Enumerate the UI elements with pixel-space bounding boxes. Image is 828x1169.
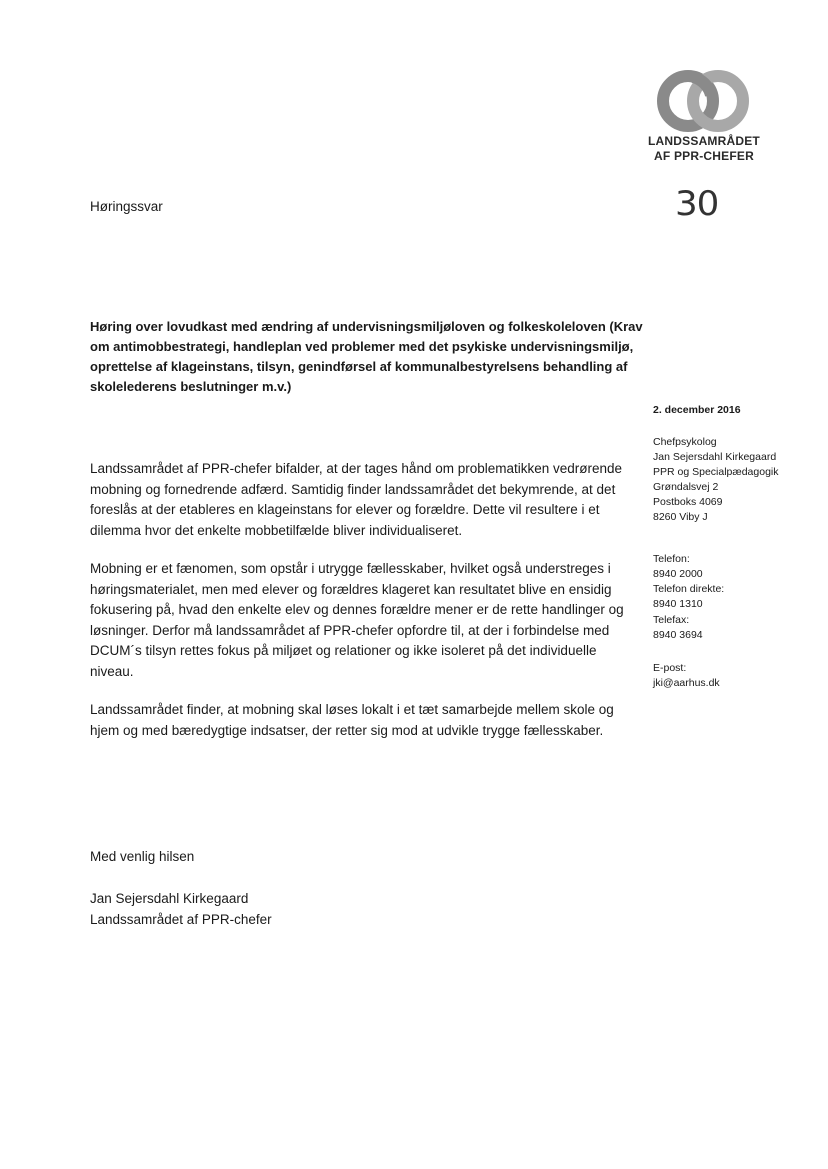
paragraph-line: hjem og med bæredygtige indsatser, der retter sig mod at udvikle trygge fællesskaber. xyxy=(90,722,604,738)
paragraph-line: mobning og fornedrende adfærd. Samtidig finder landssamrådet det bekymrende, at det xyxy=(90,481,616,497)
telefon-label: Telefon: xyxy=(653,553,690,565)
letter-date: 2. december 2016 xyxy=(653,404,741,416)
subject-heading xyxy=(90,317,650,397)
subject-line: om antimobbestrategi, handleplan ved problemer med det psykiske undervisningsmiljø, xyxy=(90,339,634,354)
signature-organization: Landssamrådet af PPR-chefer xyxy=(90,911,272,927)
telefax-value: 8940 3694 xyxy=(653,629,703,641)
address-line: Chefpsykolog xyxy=(653,436,717,448)
address-line: PPR og Specialpædagogik xyxy=(653,466,779,478)
telefon-direkte-block xyxy=(653,582,724,612)
body-paragraph-3 xyxy=(90,700,650,741)
sender-address xyxy=(653,435,779,525)
paragraph-line: Mobning er et fænomen, som opstår i utrygge fællesskaber, hvilket også understreges i xyxy=(90,561,611,576)
email-label: E-post: xyxy=(653,662,687,674)
address-line: 8260 Viby J xyxy=(653,511,708,523)
interlocking-rings-logo xyxy=(653,68,753,134)
paragraph-line: dilemma hvor det enkelte mobbetilfælde bliver individualiseret. xyxy=(90,522,463,538)
handwritten-number: 30 xyxy=(674,184,719,224)
paragraph-line: løsninger. Derfor må landssamrådet af PPR-chefer opfordre til, at der i forbindelse med xyxy=(90,622,610,638)
paragraph-line: Landssamrådet af PPR-chefer bifalder, at der tages hånd om problematikken vedrørende xyxy=(90,461,623,476)
logo-text-line1: LANDSSAMRÅDET xyxy=(648,134,760,148)
email-block xyxy=(653,661,720,691)
logo-text-line2: AF PPR-CHEFER xyxy=(654,149,754,163)
telefon-value: 8940 2000 xyxy=(653,568,703,580)
telefon-direkte-label: Telefon direkte: xyxy=(653,583,725,595)
body-paragraph-1 xyxy=(90,459,650,541)
paragraph-line: fokusering på, hvad den enkelte elev og dennes forældre mener er de rette handlinger og xyxy=(90,602,624,617)
paragraph-line: høringsmaterialet, men med elever og forældres klageret kan resultatet blive en ensidig xyxy=(90,581,612,597)
signature-block xyxy=(90,889,272,930)
paragraph-line: DCUM´s tilsyn rettes fokus på miljøet og relationer og ikke isoleret på det individuelle xyxy=(90,643,597,658)
closing-greeting: Med venlig hilsen xyxy=(90,849,195,864)
paragraph-line: Landssamrådet finder, at mobning skal løses lokalt i et tæt samarbejde mellem skole og xyxy=(90,702,614,717)
body-paragraph-2 xyxy=(90,559,650,682)
paragraph-line: niveau. xyxy=(90,663,134,679)
document-type: Høringssvar xyxy=(90,199,163,214)
subject-line: oprettelse af klageinstans, tilsyn, genindførsel af kommunalbestyrelsens behandling af xyxy=(90,359,628,374)
address-line: Postboks 4069 xyxy=(653,496,723,508)
address-line: Grøndalsvej 2 xyxy=(653,481,719,493)
paragraph-line: foreslås at der etableres en klageinstans for elever og forældre. Dette vil resultere i et xyxy=(90,502,600,517)
email-value: jki@aarhus.dk xyxy=(653,677,720,689)
telefon-block xyxy=(653,552,703,582)
signature-name: Jan Sejersdahl Kirkegaard xyxy=(90,891,249,906)
telefon-direkte-value: 8940 1310 xyxy=(653,598,703,610)
address-line: Jan Sejersdahl Kirkegaard xyxy=(653,451,777,463)
subject-line: Høring over lovudkast med ændring af undervisningsmiljøloven og folkeskoleloven (Krav xyxy=(90,319,643,334)
organization-logo xyxy=(648,68,760,164)
telefax-label: Telefax: xyxy=(653,614,690,626)
telefax-block xyxy=(653,613,703,643)
subject-line: skolelederens beslutninger m.v.) xyxy=(90,379,292,394)
